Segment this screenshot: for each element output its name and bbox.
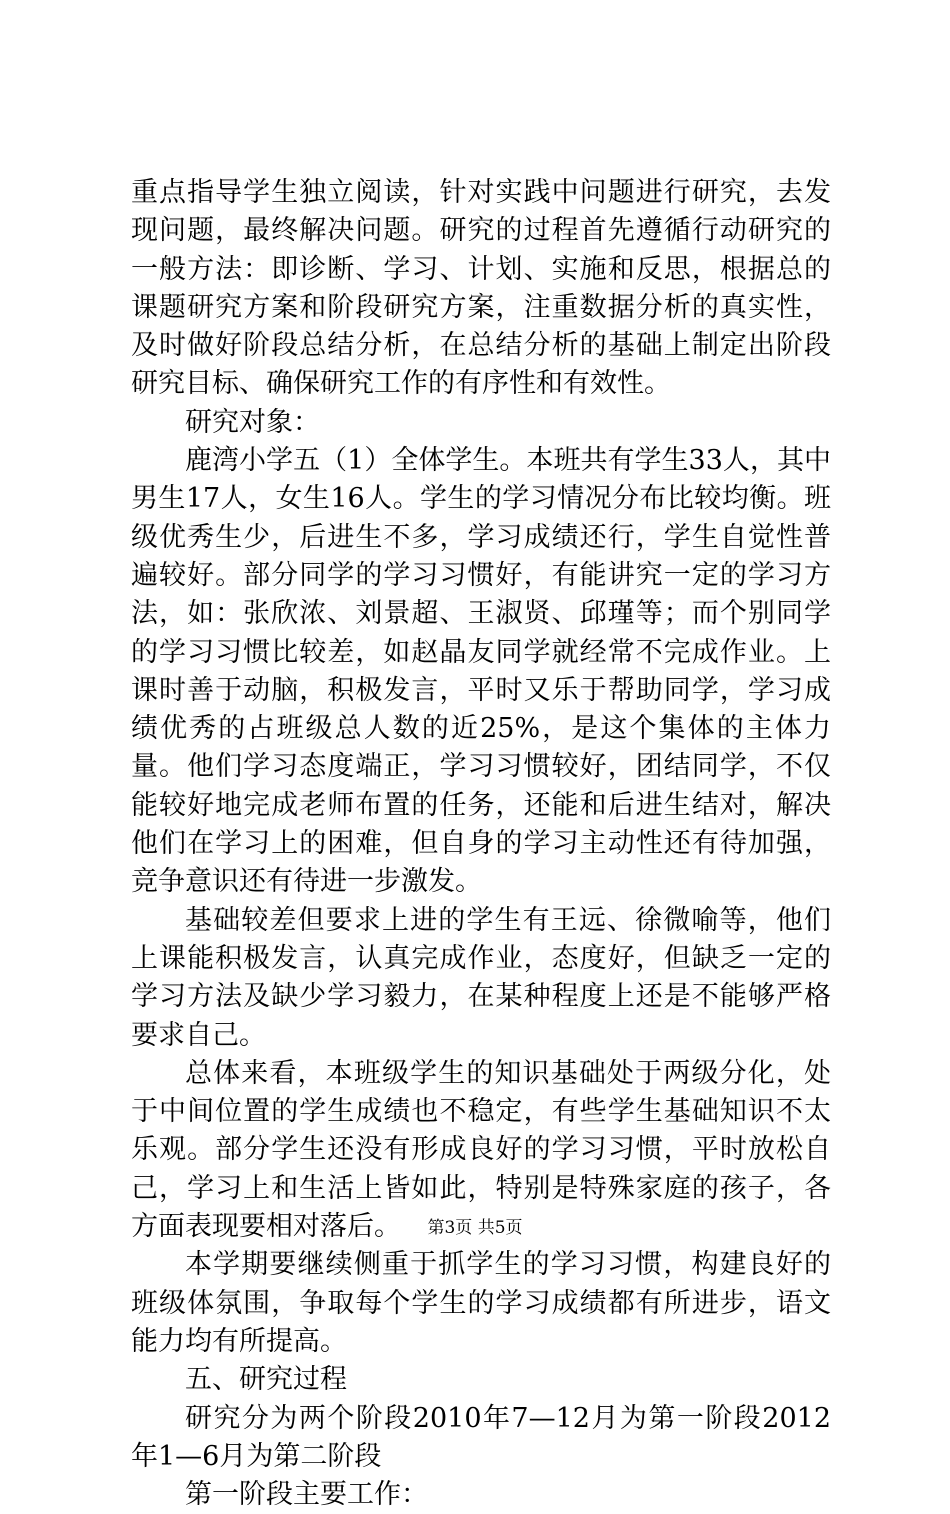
paragraph-method: 重点指导学生独立阅读，针对实践中问题进行研究，去发现问题，最终解决问题。研究的过程首先遵循行动研究的一般方法：即诊断、学习、计划、实施和反思，根据总的课题研究方案和阶段研究方案，注重数据分析的真实性，及时做好阶段总结分析，在总结分析的基础上制定出阶段研究目标、确保研究工作的有序性和有效性。	[131, 177, 831, 400]
paragraph-semester-goal: 本学期要继续侧重于抓学生的学习习惯，构建良好的班级体氛围，争取每个学生的学习成绩都有所进步，语文能力均有所提高。	[131, 1249, 831, 1357]
heading-research-subject: 研究对象：	[185, 406, 320, 438]
paragraph-weak-students: 基础较差但要求上进的学生有王远、徐微喻等，他们上课能积极发言，认真完成作业，态度好，但缺乏一定的学习方法及缺少学习毅力，在某种程度上还是不能够严格要求自己。	[131, 904, 831, 1051]
page-number-footer: 第3页 共5页	[427, 1218, 523, 1238]
heading-stage-one: 第一阶段主要工作：	[185, 1479, 428, 1511]
heading-research-process: 五、研究过程	[185, 1364, 347, 1396]
paragraph-overall: 总体来看，本班级学生的知识基础处于两级分化，处于中间位置的学生成绩也不稳定，有些学生基础知识不太乐观。部分学生还没有形成良好的学习习惯，平时放松自己，学习上和生活上皆如此，特别是特殊家庭的孩子，各方面表现要相对落后。	[131, 1057, 831, 1243]
paragraph-class-overview: 鹿湾小学五（1）全体学生。本班共有学生33人，其中男生17人，女生16人。学生的学习情况分布比较均衡。班级优秀生少，后进生不多，学习成绩还行，学生自觉性普遍较好。部分同学的学习习惯好，有能讲究一定的学习方法，如：张欣浓、刘景超、王淑贤、邱瑾等；而个别同学的学习习惯比较差，如赵晶友同学就经常不完成作业。上课时善于动脑，积极发言，平时又乐于帮助同学，学习成绩优秀的占班级总人数的近25%，是这个集体的主体力量。他们学习态度端正，学习习惯较好，团结同学，不仅能较好地完成老师布置的任务，还能和后进生结对，解决他们在学习上的困难，但自身的学习主动性还有待加强，竞争意识还有待进一步激发。	[131, 445, 831, 898]
paragraph-stages: 研究分为两个阶段2010年7—12月为第一阶段2012年1—6月为第二阶段	[131, 1402, 831, 1472]
document-body	[131, 174, 831, 1514]
